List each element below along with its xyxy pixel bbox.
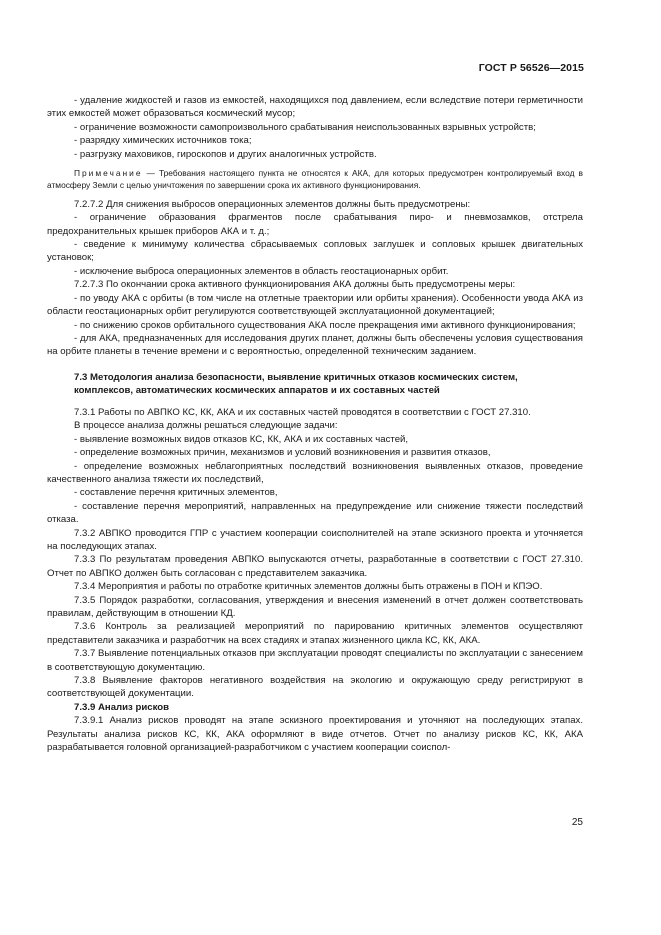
paragraph-group-d	[47, 714, 583, 754]
paragraph: 7.3.1 Работы по АВПКО КС, КК, АКА и их составных частей проводятся в соответствии с ГОСТ 27.310.	[74, 406, 531, 418]
page-number: 25	[571, 817, 583, 828]
paragraph: - составление перечня критичных элементов,	[74, 487, 278, 499]
paragraph: 7.2.7.2 Для снижения выбросов операционных элементов должны быть предусмотрены:	[74, 198, 471, 210]
paragraph: 7.2.7.3 По окончании срока активного функционирования АКА должны быть предусмотрены меры:	[74, 279, 516, 291]
paragraph: - по уводу АКА с орбиты (в том числе на отлетные траектории или орбиты хранения). Особенности увода АКА из области геостационарных орбит регулируются соответствующей эксплуатационной документацией;	[47, 292, 583, 318]
paragraph: 7.3.5 Порядок разработки, согласования, утверждения и внесения изменений в отчет должен соответствовать правилам, действующим в отношении КД.	[47, 594, 583, 619]
paragraph: - сведение к минимуму количества сбрасываемых сопловых заглушек и сопловых крышек двигательных установок;	[47, 239, 583, 264]
paragraph: - ограничение образования фрагментов после срабатывания пиро- и пневмозамков, отстрела предохранительных крышек приборов АКА и т. д.;	[47, 212, 583, 237]
paragraph: 7.3.9.1 Анализ рисков проводят на этапе эскизного проектирования и уточняют на последующих этапах. Результаты анализа рисков КС, КК, АКА оформляют в виде отчетов. Отчет по анализу рисков КС, КК, АКА разрабатывается головной организацией-разработчиком с участием кооперации соиспол-	[47, 715, 583, 754]
note	[47, 167, 583, 192]
paragraph: В процессе анализа должны решаться следующие задачи:	[74, 420, 338, 432]
paragraph: - по снижению сроков орбитального существования АКА после прекращения ими активного функционирования;	[74, 319, 576, 331]
paragraph: - определение возможных неблагоприятных последствий возникновения выявленных отказов, проведение качественного анализа тяжести их последствий,	[47, 460, 583, 485]
page-body	[47, 94, 583, 754]
paragraph: - выявление возможных видов отказов КС, КК, АКА и их составных частей,	[74, 433, 409, 445]
paragraph-group-c	[47, 406, 583, 701]
note-label: Примечание	[74, 168, 143, 179]
paragraph: 7.3.8 Выявление факторов негативного воздействия на экологию и окружающую среду регистрируют в соответствующей документации.	[47, 675, 583, 700]
paragraph: 7.3.4 Мероприятия и работы по отработке критичных элементов должны быть отражены в ПОН и КПЭО.	[74, 581, 543, 593]
section-heading: 7.3 Методология анализа безопасности, выявление критичных отказов космических систем, комплексов, автоматических космических аппаратов и их составных частей	[74, 371, 518, 397]
paragraph: 7.3.3 По результатам проведения АВПКО выпускаются отчеты, разработанные в соответствии с ГОСТ 27.310. Отчет по АВПКО должен быть согласован с представителем заказчика.	[47, 554, 583, 579]
paragraph-group-b	[47, 198, 583, 359]
document-header: ГОСТ Р 56526—2015	[478, 62, 584, 74]
paragraph: - исключение выброса операционных элементов в область геостационарных орбит.	[74, 265, 449, 277]
paragraph: - удаление жидкостей и газов из емкостей, находящихся под давлением, если вследствие потери герметичности этих емкостей может образоваться космический мусор;	[47, 95, 583, 120]
paragraph: - для АКА, предназначенных для исследования других планет, должны быть обеспечены условия существования на орбите планеты в течение времени и с вероятностью, определенной техническим заданием.	[47, 332, 583, 358]
paragraph: - разрядку химических источников тока;	[74, 135, 252, 147]
paragraph: - разгрузку маховиков, гироскопов и других аналогичных устройств.	[74, 148, 377, 160]
paragraph: - ограничение возможности самопроизвольного срабатывания неиспользованных взрывных устройств;	[74, 121, 536, 133]
note-text: — Требования настоящего пункта не относятся к АКА, для которых предусмотрен контролируемый вход в атмосферу Земли с целью уничтожения по завершении срока их активного функционирования.	[47, 168, 583, 191]
subsection-heading: 7.3.9 Анализ рисков	[74, 701, 170, 713]
paragraph: 7.3.7 Выявление потенциальных отказов при эксплуатации проводят специалисты по эксплуатации с занесением в соответствующую документацию.	[47, 648, 583, 673]
paragraph: - определение возможных причин, механизмов и условий возникновения и развития отказов,	[74, 447, 491, 459]
paragraph: 7.3.6 Контроль за реализацией мероприятий по парированию критичных элементов осуществляют представители заказчика и разработчик на всех стадиях и этапах жизненного цикла КС, КК, АКА.	[47, 621, 583, 646]
paragraph-group-a	[47, 94, 583, 161]
paragraph: - составление перечня мероприятий, направленных на предупреждение или снижение тяжести последствий отказа.	[47, 500, 583, 526]
paragraph: 7.3.2 АВПКО проводится ГПР с участием кооперации соисполнителей на этапе эскизного проекта и уточняется на последующих этапах.	[47, 527, 583, 552]
